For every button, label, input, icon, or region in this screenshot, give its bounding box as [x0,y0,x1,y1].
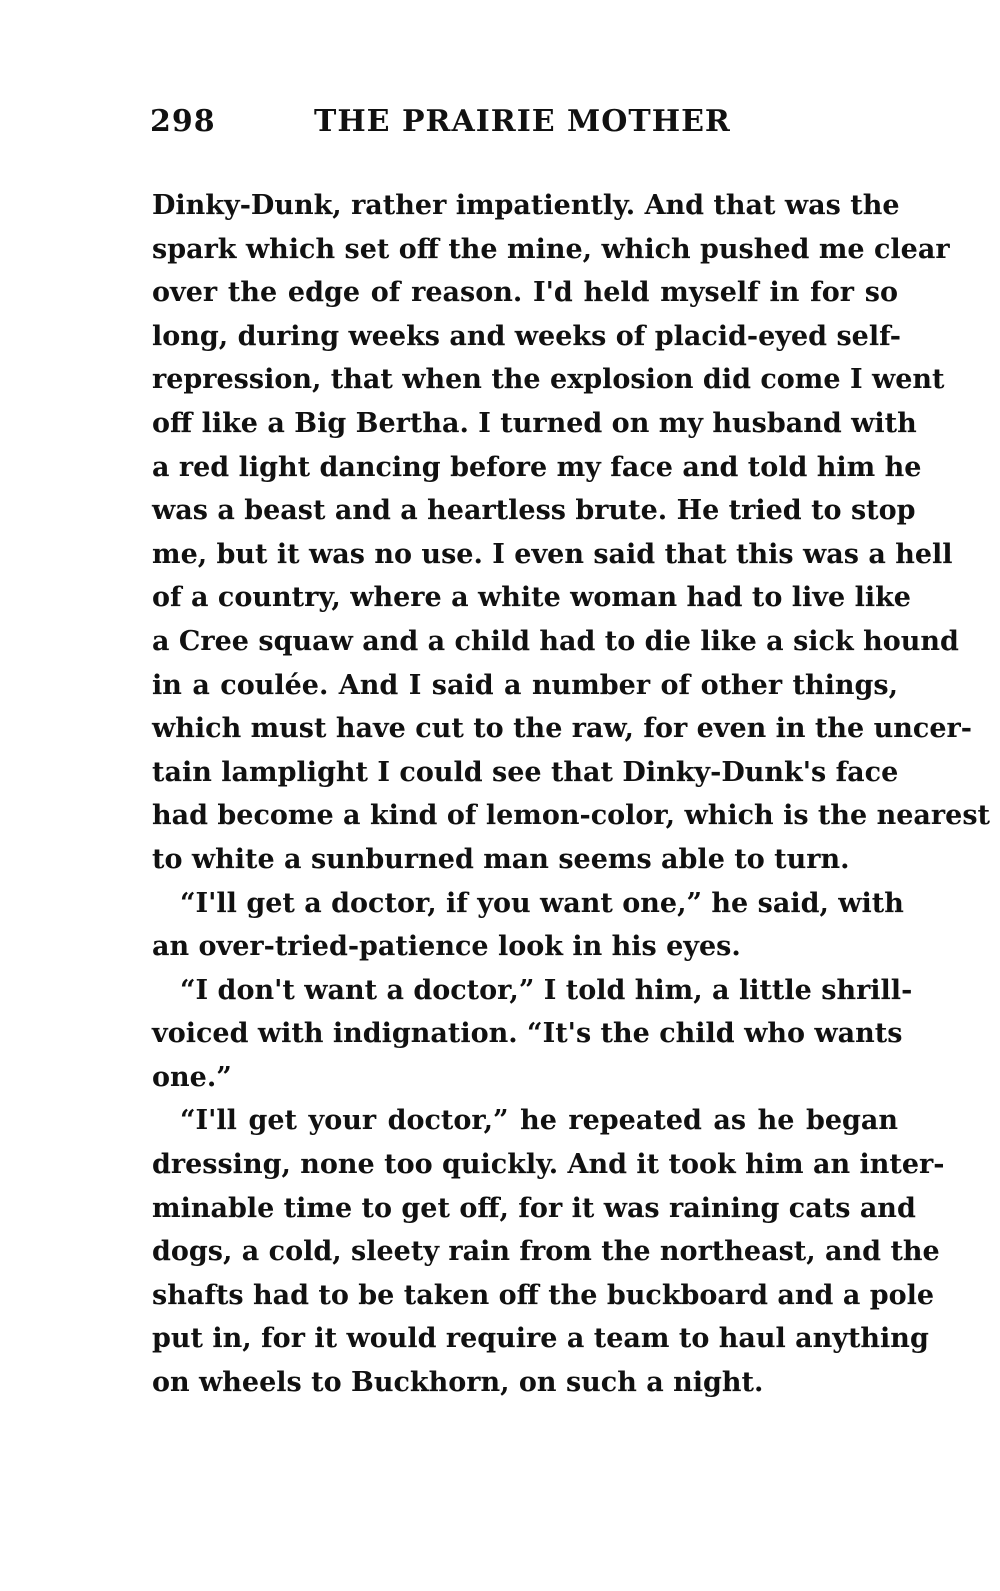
text-line: spark which set off the mine, which pushed me clear [152,233,950,265]
text-line: minable time to get off, for it was raining cats and [152,1192,916,1224]
text-line: of a country, where a white woman had to live like [152,582,911,614]
text-line: tain lamplight I could see that Dinky-Dunk's face [152,756,899,788]
text-line: dressing, none too quickly. And it took him an inter- [152,1149,945,1181]
text-line: in a coulée. And I said a number of other things, [152,669,898,701]
text-line: a red light dancing before my face and told him he [152,451,922,483]
running-head [150,104,910,148]
text-line: off like a Big Bertha. I turned on my husband with [152,407,917,439]
text-line: which must have cut to the raw, for even in the uncer- [152,713,972,745]
page-number: 298 [150,104,216,139]
text-line: repression, that when the explosion did come I went [152,364,945,396]
text-line: over the edge of reason. I'd held myself in for so [152,277,898,309]
running-title: THE PRAIRIE MOTHER [314,104,731,139]
text-line: “I'll get a doctor, if you want one,” he said, with [180,887,904,919]
text-line: on wheels to Buckhorn, on such a night. [152,1367,764,1399]
text-line: to white a sunburned man seems able to turn. [152,843,850,875]
text-line: shafts had to be taken off the buckboard and a pole [152,1279,935,1311]
text-line: voiced with indignation. “It's the child who wants [152,1018,903,1050]
text-line: Dinky-Dunk, rather impatiently. And that was the [152,190,900,221]
text-line: “I don't want a doctor,” I told him, a little shrill- [180,974,913,1006]
text-line: was a beast and a heartless brute. He tried to stop [152,495,916,527]
text-line: dogs, a cold, sleety rain from the northeast, and the [152,1236,940,1268]
text-line: one.” [152,1061,232,1093]
text-line: me, but it was no use. I even said that this was a hell [152,538,953,570]
text-line: had become a kind of lemon-color, which is the nearest [152,800,990,832]
text-line: long, during weeks and weeks of placid-eyed self- [152,320,901,352]
text-line: “I'll get your doctor,” he repeated as he began [180,1105,898,1137]
text-line: a Cree squaw and a child had to die like a sick hound [152,625,959,657]
text-line: an over-tried-patience look in his eyes. [152,931,741,963]
text-line: put in, for it would require a team to haul anything [152,1323,929,1355]
body-text [152,184,990,1405]
